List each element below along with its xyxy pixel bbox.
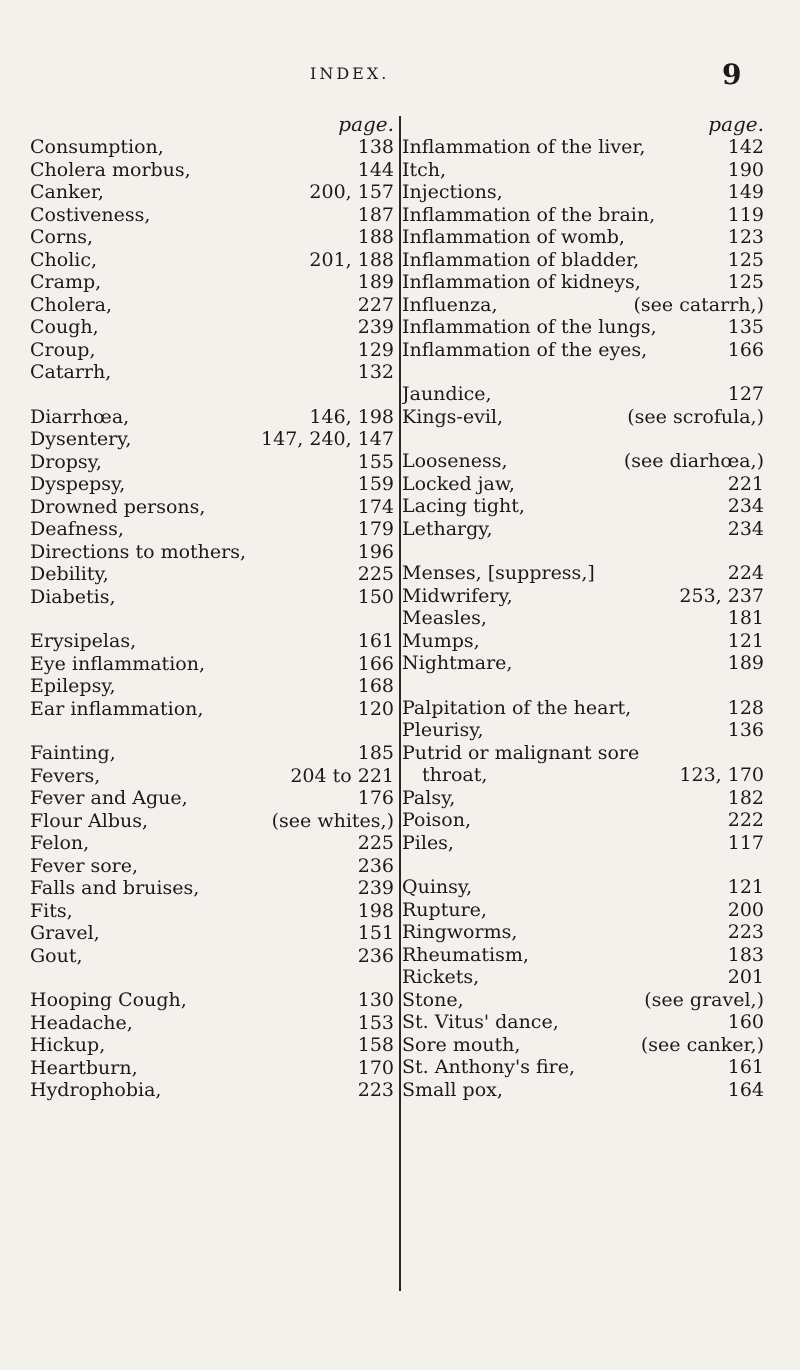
- page-reference: 155: [357, 450, 394, 473]
- page-reference: 136: [727, 719, 764, 741]
- page-reference: 234: [727, 517, 764, 540]
- index-term: Inflammation of kidneys,: [402, 271, 641, 293]
- index-entry: [402, 271, 770, 294]
- page-reference: 149: [727, 181, 764, 203]
- page-reference: 201, 188: [309, 248, 394, 271]
- index-entry: [30, 900, 400, 923]
- index-entry: [30, 586, 400, 609]
- index-term: throat,: [422, 764, 488, 786]
- page-reference: (see canker,): [640, 1033, 764, 1056]
- page-reference: 135: [727, 316, 764, 338]
- index-term: Mumps,: [402, 629, 480, 652]
- index-group: [402, 562, 770, 675]
- index-entry: [402, 518, 770, 541]
- column-heading: [30, 112, 400, 136]
- index-group: [402, 697, 770, 855]
- index-entry: [30, 428, 400, 451]
- page-reference: 225: [357, 832, 394, 854]
- index-term: Flour Albus,: [30, 809, 149, 832]
- index-term: Nightmare,: [402, 652, 513, 674]
- index-term: Eye inflammation,: [30, 652, 205, 675]
- index-term: Lethargy,: [402, 517, 493, 540]
- page-reference: 146, 198: [309, 405, 394, 428]
- index-entry: [402, 249, 770, 272]
- index-entry: [402, 787, 770, 810]
- index-entry: [30, 451, 400, 474]
- page-reference: 138: [357, 136, 394, 158]
- page-reference: 151: [357, 922, 394, 944]
- page-reference: 164: [727, 1078, 764, 1101]
- index-entry: [30, 698, 400, 721]
- index-term: Dyspepsy,: [30, 473, 126, 495]
- page-reference: 166: [727, 338, 764, 361]
- index-entry: [30, 518, 400, 541]
- page-reference: 239: [357, 877, 394, 899]
- page-reference: 190: [727, 158, 764, 181]
- page-reference: 132: [357, 361, 394, 383]
- page-reference: 200: [727, 898, 764, 921]
- page-reference: 147, 240, 147: [261, 428, 394, 450]
- page-reference: 183: [727, 943, 764, 966]
- index-entry: [402, 316, 770, 339]
- index-entry: [30, 1034, 400, 1057]
- index-term: Rupture,: [402, 898, 487, 921]
- index-term: Drowned persons,: [30, 495, 206, 518]
- index-column-right: [402, 112, 770, 1101]
- index-term: Diarrhœa,: [30, 405, 130, 428]
- index-entry: [402, 562, 770, 585]
- index-term: Costiveness,: [30, 203, 151, 226]
- index-term: Jaundice,: [402, 383, 492, 405]
- index-entry: [402, 652, 770, 675]
- index-term: Influenza,: [402, 293, 498, 316]
- index-term: Inflammation of womb,: [402, 226, 625, 248]
- page-reference: 227: [357, 293, 394, 316]
- index-term: Rickets,: [402, 966, 480, 988]
- index-entry: [30, 294, 400, 317]
- page-reference: 189: [357, 271, 394, 293]
- index-term: Cholic,: [30, 248, 98, 271]
- page-reference: (see diarhœa,): [623, 450, 764, 472]
- page-reference: 127: [727, 383, 764, 405]
- index-entry: [402, 585, 770, 608]
- page-reference: 179: [357, 518, 394, 540]
- index-group: [402, 876, 770, 1101]
- index-group: [30, 136, 400, 384]
- index-term: Midwrifery,: [402, 584, 513, 607]
- page-reference: 144: [357, 158, 394, 181]
- page-reference: 200, 157: [309, 181, 394, 203]
- page-reference: 187: [357, 203, 394, 226]
- index-entry: [402, 697, 770, 720]
- index-entry: [402, 159, 770, 182]
- index-term: Consumption,: [30, 136, 164, 158]
- index-term: Hickup,: [30, 1034, 106, 1056]
- page-reference: 225: [357, 563, 394, 585]
- index-entry: [30, 541, 400, 564]
- index-entry: [402, 966, 770, 989]
- index-term: Inflammation of the brain,: [402, 203, 656, 226]
- index-entry: [402, 181, 770, 204]
- index-term: Lacing tight,: [402, 495, 525, 517]
- index-term: Canker,: [30, 181, 104, 203]
- index-term: Inflammation of the lungs,: [402, 316, 657, 338]
- running-title: INDEX.: [310, 64, 390, 83]
- index-term: Kings-evil,: [402, 405, 504, 428]
- index-term: Fever sore,: [30, 854, 139, 877]
- page-reference: 166: [357, 652, 394, 675]
- page-reference: 188: [357, 226, 394, 248]
- index-term: Hooping Cough,: [30, 989, 187, 1011]
- index-entry: [30, 181, 400, 204]
- index-entry: [30, 226, 400, 249]
- page-reference: 117: [727, 831, 764, 854]
- index-entry: [402, 630, 770, 653]
- index-term: Diabetis,: [30, 585, 116, 608]
- index-term: Falls and bruises,: [30, 877, 200, 899]
- page-reference: 185: [357, 742, 394, 764]
- index-term: Felon,: [30, 832, 90, 854]
- index-term: Putrid or malignant sore: [402, 741, 640, 764]
- index-entry: [30, 989, 400, 1012]
- index-entry: [30, 945, 400, 968]
- index-entry: [402, 1056, 770, 1079]
- index-term: Locked jaw,: [402, 472, 515, 495]
- index-entry: [30, 877, 400, 900]
- index-term: Rheumatism,: [402, 943, 529, 966]
- page-reference: 158: [357, 1034, 394, 1056]
- index-term: Small pox,: [402, 1078, 503, 1101]
- page-reference: 125: [727, 271, 764, 293]
- index-entry: [30, 855, 400, 878]
- index-entry: [30, 473, 400, 496]
- page-header: [0, 58, 800, 98]
- index-entry: [402, 742, 770, 765]
- index-term: Inflammation of bladder,: [402, 248, 640, 271]
- index-term: Fever and Ague,: [30, 787, 188, 809]
- page-reference: 125: [727, 248, 764, 271]
- index-entry: [30, 922, 400, 945]
- index-entry: [30, 653, 400, 676]
- index-entry: [30, 765, 400, 788]
- index-entry: [402, 495, 770, 518]
- index-entry: [30, 742, 400, 765]
- index-term: Quinsy,: [402, 876, 473, 898]
- index-entry: [402, 339, 770, 362]
- page-reference: 130: [357, 989, 394, 1011]
- page-reference: 121: [727, 876, 764, 898]
- page-reference: 168: [357, 675, 394, 697]
- page-heading-label: page.: [338, 112, 394, 136]
- index-term: Piles,: [402, 831, 454, 854]
- index-entry: [30, 1012, 400, 1035]
- index-entry: [402, 832, 770, 855]
- page-reference: 234: [727, 495, 764, 517]
- index-entry: [402, 899, 770, 922]
- index-term: Poison,: [402, 809, 471, 831]
- page-reference: 159: [357, 473, 394, 495]
- index-entry: [30, 249, 400, 272]
- index-entry: [402, 607, 770, 630]
- index-entry: [402, 226, 770, 249]
- page-reference: 221: [727, 472, 764, 495]
- index-term: St. Anthony's fire,: [402, 1056, 576, 1078]
- column-heading: [402, 112, 770, 136]
- index-entry: [402, 1079, 770, 1102]
- index-entry: [402, 294, 770, 317]
- index-entry: [30, 810, 400, 833]
- index-group: [402, 450, 770, 540]
- index-entry: [30, 271, 400, 294]
- page-reference: 129: [357, 338, 394, 361]
- page-reference: 153: [357, 1011, 394, 1034]
- index-term: Sore mouth,: [402, 1033, 521, 1056]
- page-reference: 170: [357, 1056, 394, 1079]
- index-term: Gout,: [30, 944, 83, 967]
- page-reference: 150: [357, 585, 394, 608]
- page-reference: 198: [357, 899, 394, 922]
- index-entry: [402, 921, 770, 944]
- index-term: Fits,: [30, 899, 73, 922]
- index-term: Ear inflammation,: [30, 697, 204, 720]
- page-reference: 236: [357, 944, 394, 967]
- index-term: Inflammation of the liver,: [402, 136, 646, 158]
- index-term: Croup,: [30, 338, 96, 361]
- page-reference: 176: [357, 787, 394, 809]
- page-reference: 236: [357, 854, 394, 877]
- page-reference: 222: [727, 809, 764, 831]
- index-term: Palsy,: [402, 786, 456, 809]
- index-term: Deafness,: [30, 518, 124, 540]
- page-reference: 196: [357, 540, 394, 563]
- index-entry: [402, 204, 770, 227]
- page-reference: (see scrofula,): [627, 405, 764, 428]
- page-reference: 201: [727, 966, 764, 988]
- index-entry: [402, 809, 770, 832]
- index-entry: [30, 787, 400, 810]
- index-group: [30, 742, 400, 967]
- page-reference: 142: [727, 136, 764, 158]
- index-term: Hydrophobia,: [30, 1079, 162, 1101]
- index-entry: [30, 675, 400, 698]
- page-reference: 128: [727, 696, 764, 719]
- index-entry: [30, 1079, 400, 1102]
- index-term: Looseness,: [402, 450, 508, 472]
- index-term: Cholera morbus,: [30, 158, 191, 181]
- page-reference: 181: [727, 607, 764, 629]
- index-entry: [402, 136, 770, 159]
- page-reference: 160: [727, 1011, 764, 1033]
- index-entry: [402, 473, 770, 496]
- page-reference: (see catarrh,): [633, 293, 764, 316]
- index-group: [30, 630, 400, 720]
- index-term: Measles,: [402, 607, 487, 629]
- index-entry: [30, 630, 400, 653]
- index-entry: [402, 1034, 770, 1057]
- index-entry: [30, 339, 400, 362]
- page-reference: (see gravel,): [644, 988, 764, 1011]
- index-group: [30, 989, 400, 1102]
- index-term: Palpitation of the heart,: [402, 696, 632, 719]
- page-reference: 223: [357, 1079, 394, 1101]
- index-term: Fainting,: [30, 742, 116, 764]
- index-entry: [30, 496, 400, 519]
- index-term: Erysipelas,: [30, 630, 137, 652]
- index-entry: [402, 383, 770, 406]
- page-reference: 204 to 221: [290, 764, 394, 787]
- index-entry: [402, 450, 770, 473]
- index-term: Epilepsy,: [30, 675, 116, 697]
- index-column-left: [30, 112, 400, 1102]
- index-entry: [402, 764, 770, 787]
- page-reference: 174: [357, 495, 394, 518]
- index-entry: [30, 316, 400, 339]
- index-entry: [402, 876, 770, 899]
- page-reference: 253, 237: [679, 584, 764, 607]
- index-entry: [402, 719, 770, 742]
- index-term: St. Vitus' dance,: [402, 1011, 559, 1033]
- index-entry: [30, 361, 400, 384]
- page-reference: 123, 170: [679, 764, 764, 786]
- index-term: Dropsy,: [30, 450, 102, 473]
- index-entry: [30, 563, 400, 586]
- page-reference: 161: [727, 1056, 764, 1078]
- index-term: Inflammation of the eyes,: [402, 338, 648, 361]
- index-term: Debility,: [30, 563, 109, 585]
- index-entry: [30, 159, 400, 182]
- index-term: Cholera,: [30, 293, 112, 316]
- index-term: Heartburn,: [30, 1056, 138, 1079]
- page-reference: 224: [727, 562, 764, 584]
- page-reference: 239: [357, 316, 394, 338]
- index-term: Fevers,: [30, 764, 101, 787]
- index-term: Cough,: [30, 316, 99, 338]
- index-entry: [30, 406, 400, 429]
- page-reference: 119: [727, 203, 764, 226]
- index-term: Injections,: [402, 181, 503, 203]
- index-group: [402, 383, 770, 428]
- page-reference: 161: [357, 630, 394, 652]
- index-entry: [30, 136, 400, 159]
- index-entry: [30, 204, 400, 227]
- index-term: Cramp,: [30, 271, 102, 293]
- page-reference: 123: [727, 226, 764, 248]
- page-reference: 182: [727, 786, 764, 809]
- index-entry: [30, 832, 400, 855]
- index-group: [30, 406, 400, 609]
- index-term: Gravel,: [30, 922, 100, 944]
- index-term: Corns,: [30, 226, 94, 248]
- page-reference: 223: [727, 921, 764, 943]
- index-term: Stone,: [402, 988, 464, 1011]
- page-reference: (see whites,): [271, 809, 394, 832]
- page-reference: 189: [727, 652, 764, 674]
- index-entry: [402, 944, 770, 967]
- index-term: Directions to mothers,: [30, 540, 247, 563]
- page-number: 9: [722, 58, 742, 91]
- index-term: Pleurisy,: [402, 719, 484, 741]
- index-term: Catarrh,: [30, 361, 112, 383]
- page-heading-label: page.: [708, 112, 764, 136]
- index-term: Headache,: [30, 1011, 133, 1034]
- index-term: Ringworms,: [402, 921, 518, 943]
- index-entry: [402, 1011, 770, 1034]
- index-entry: [30, 1057, 400, 1080]
- page-reference: 120: [357, 697, 394, 720]
- index-entry: [402, 989, 770, 1012]
- index-entry: [402, 406, 770, 429]
- index-term: Dysentery,: [30, 428, 132, 450]
- page-reference: 121: [727, 629, 764, 652]
- index-term: Itch,: [402, 158, 447, 181]
- index-group: [402, 136, 770, 361]
- index-term: Menses, [suppress,]: [402, 562, 595, 584]
